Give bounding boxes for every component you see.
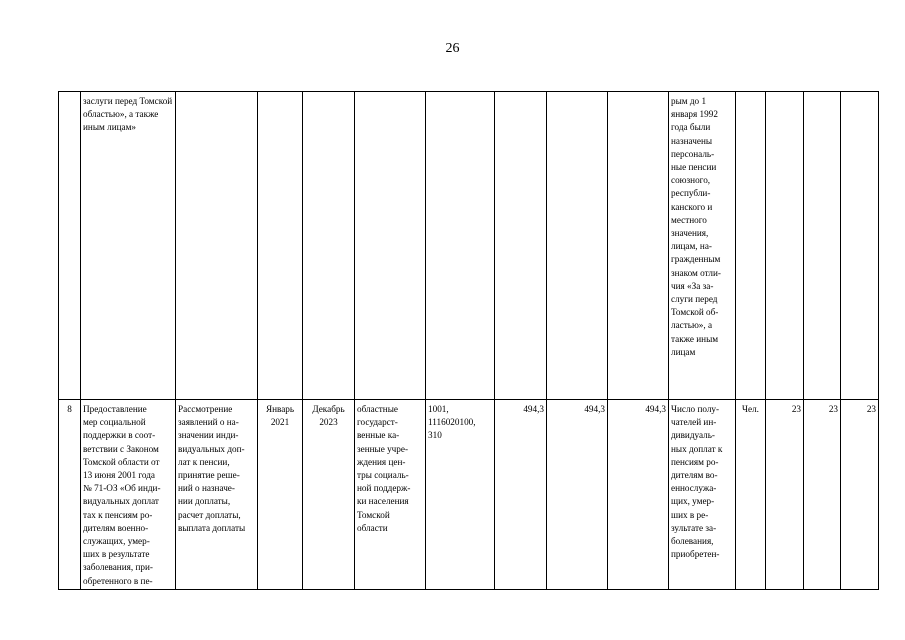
- cell-measure: Предоставление мер социальной поддержки в соот- ветствии с Законом Томской области от 13 июня 2001 года № 71-ОЗ «Об инди- видуальных доплат тах к пенсиям ро- дителям военно- служащих, умер- ших в результате заболевания, при- обретенного в пе-: [81, 400, 176, 590]
- cell-start-date: Январь 2021: [258, 400, 303, 590]
- cell-unit: Чел.: [736, 400, 766, 590]
- cell-target-2: [804, 92, 841, 400]
- cell-value-2: 494,3: [547, 400, 608, 590]
- cell-empty: [495, 92, 547, 400]
- cell-value-1: [547, 92, 608, 400]
- cell-target-3: [841, 92, 879, 400]
- cell-number: 8: [59, 400, 81, 590]
- cell-content: Рассмотрение заявлений о на- значении инди- видуальных доп- лат к пенсии, принятие реше- ний о назначе- нии доплаты, расчет доплаты, выплата доплаты: [176, 400, 258, 590]
- cell-target-1: 23: [766, 400, 804, 590]
- cell-unit: [736, 92, 766, 400]
- page-number: 26: [445, 41, 460, 56]
- cell-target-2: 23: [804, 400, 841, 590]
- cell-target-3: 23: [841, 400, 879, 590]
- cell-content: [176, 92, 258, 400]
- cell-end-date: Декабрь 2023: [303, 400, 355, 590]
- cell-executor: [355, 92, 426, 400]
- cell-code: 1001, 1116020100, 310: [426, 400, 495, 590]
- cell-value-1: 494,3: [495, 400, 547, 590]
- cell-code: [426, 92, 495, 400]
- cell-executor: областные государст- венные ка- зенные учре- ждения цен- тры социаль- ной поддерж- ки населения Томской области: [355, 400, 426, 590]
- cell-end-date: [303, 92, 355, 400]
- table-row: [59, 92, 879, 400]
- cell-indicator: рым до 1 января 1992 года были назначены персональ- ные пенсии союзного, республи- канского и местного значения, лицам, на- гражденным знаком отли- чия «За за- слуги перед Томской об- ластью», а также иным лицам: [669, 92, 736, 400]
- cell-indicator: Число полу- чателей ин- дивидуаль- ных доплат к пенсиям ро- дителям во- еннослужа- щих, умер- ших в ре- зультате за- болевания, приобретен-: [669, 400, 736, 590]
- cell-value-2: [608, 92, 669, 400]
- cell-start-date: [258, 92, 303, 400]
- cell-value-3: 494,3: [608, 400, 669, 590]
- cell-number: [59, 92, 81, 400]
- program-table: [58, 91, 879, 590]
- cell-measure: заслуги перед Томской областью», а также иным лицам»: [81, 92, 176, 400]
- table-row: [59, 400, 879, 590]
- cell-target-1: [766, 92, 804, 400]
